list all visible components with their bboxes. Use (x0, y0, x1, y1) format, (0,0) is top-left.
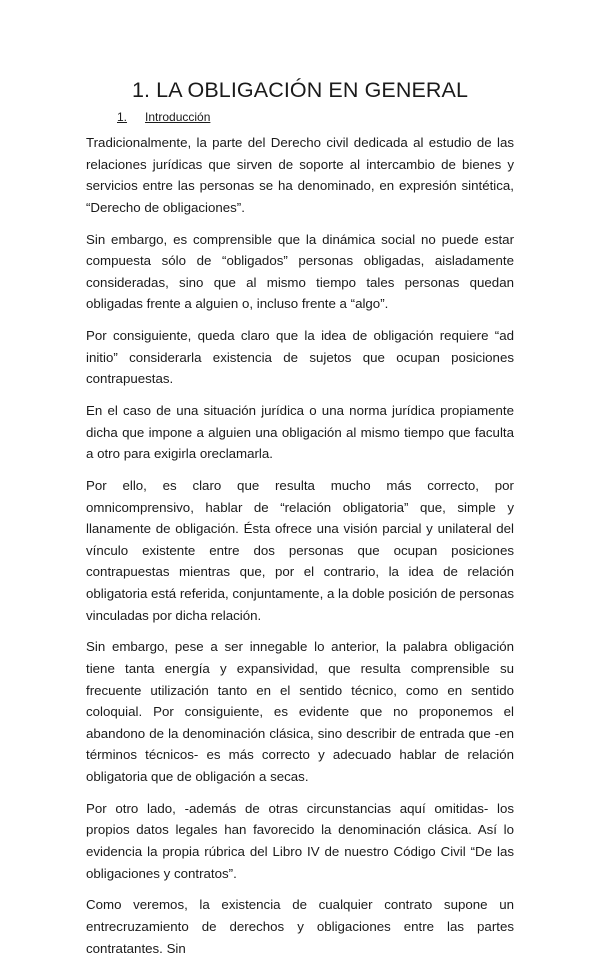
paragraph: Sin embargo, pese a ser innegable lo anterior, la palabra obligación tiene tanta energía y expansividad, que resulta comprensible su frecuente utilización tanto en el sentido técnico, como en sentido coloquial. Por consiguiente, es evidente que no proponemos el abandono de la denominación clásica, sino describir de entrada que -en términos técnicos- es más correcto y adecuado hablar de relación obligatoria que de obligación a secas. (86, 639, 514, 784)
paragraph: Tradicionalmente, la parte del Derecho civil dedicada al estudio de las relaciones jurídicas que sirven de soporte al intercambio de bienes y servicios entre las personas se ha denominado, en expresión sintética, “Derecho de obligaciones”. (86, 135, 514, 215)
document-body (86, 132, 514, 969)
paragraph: Por consiguiente, queda claro que la idea de obligación requiere “ad initio” considerarla existencia de sujetos que ocupan posiciones contrapuestas. (86, 328, 514, 387)
section-title: Introducción (145, 110, 211, 124)
paragraph: En el caso de una situación jurídica o una norma jurídica propiamente dicha que impone a alguien una obligación al mismo tiempo que faculta a otro para exigirla oreclamarla. (86, 403, 514, 462)
paragraph: Por otro lado, -además de otras circunstancias aquí omitidas- los propios datos legales han favorecido la denominación clásica. Así lo evidencia la propia rúbrica del Libro IV de nuestro Código Civil “De las obligaciones y contratos”. (86, 800, 514, 881)
section-number: 1. (117, 110, 128, 124)
page-title: 1. LA OBLIGACIÓN EN GENERAL (131, 78, 469, 102)
section-heading (117, 109, 210, 125)
paragraph: Por ello, es claro que resulta mucho más correcto, por omnicomprensivo, hablar de “relación obligatoria” que, simple y llanamente de obligación. Ésta ofrece una visión parcial y unilateral del vínculo existente entre dos personas que ocupan posiciones contrapuestas mientras que, por el contrario, la idea de relación obligatoria está referida, conjuntamente, a la doble posición de personas vinculadas por dicha relación. (86, 478, 514, 623)
paragraph: Como veremos, la existencia de cualquier contrato supone un entrecruzamiento de derechos y obligaciones entre las partes contratantes. Sin (86, 897, 514, 956)
paragraph: Sin embargo, es comprensible que la dinámica social no puede estar compuesta sólo de “obligados” personas obligadas, aisladamente consideradas, sino que al mismo tiempo tales personas quedan obligadas frente a alguien o, incluso frente a “algo”. (86, 231, 514, 312)
